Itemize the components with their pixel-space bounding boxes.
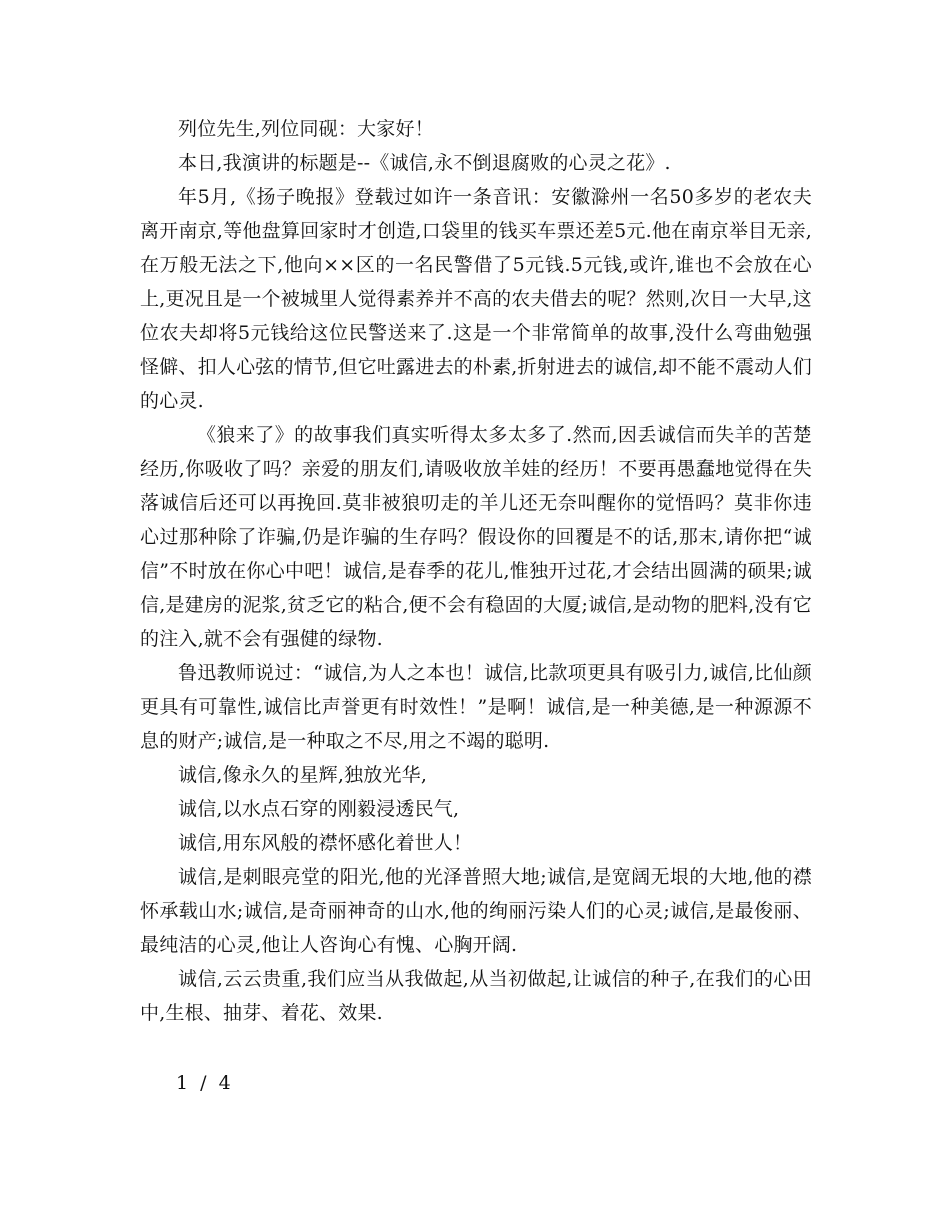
title-paragraph: 本日,我演讲的标题是--《诚信,永不倒退腐败的心灵之花》.	[178, 152, 671, 174]
wolf-story-paragraph: 《狼来了》的故事我们真实听得太多太多了.然而,因丢诚信而失羊的苦楚经历,你吸收了吗？亲爱的朋友们,请吸收放羊娃的经历！不要再愚蠢地觉得在失落诚信后还可以再挽回.莫非被狼叨走的羊儿还无奈叫醒你的觉悟吗？莫非你违心过那种除了诈骗,仍是诈骗的生存吗？假设你的回覆是不的话,那末,请你把“诚信”不时放在你心中吧！诚信,是春季的花儿,惟独开过花,才会结出圆满的硕果;诚信,是建房的泥浆,贫乏它的粘合,便不会有稳固的大厦;诚信,是动物的肥料,没有它的注入,就不会有强健的绿物.	[140, 424, 812, 650]
poem-line-3: 诚信,用东风般的襟怀感化着世人！	[178, 832, 473, 854]
metaphor-paragraph: 诚信,是刺眼亮堂的阳光,他的光泽普照大地;诚信,是宽阔无垠的大地,他的襟怀承载山水;诚信,是奇丽神奇的山水,他的绚丽污染人们的心灵;诚信,是最俊丽、最纯洁的心灵,他让人咨询心有愧、心胸开阔.	[140, 866, 812, 956]
lu-xun-quote-paragraph: 鲁迅教师说过：“诚信,为人之本也！诚信,比款项更具有吸引力,诚信,比仙颜更具有可靠性,诚信比声誉更有时效性！”是啊！诚信,是一种美德,是一种源源不息的财产;诚信,是一种取之不尽,用之不竭的聪明.	[140, 662, 812, 752]
greeting-paragraph: 列位先生,列位同砚：大家好！	[178, 118, 434, 140]
closing-paragraph: 诚信,云云贵重,我们应当从我做起,从当初做起,让诚信的种子,在我们的心田中,生根、抽芽、着花、效果.	[140, 968, 812, 1024]
poem-line-1: 诚信,像永久的星辉,独放光华,	[178, 764, 428, 786]
document-body	[140, 112, 812, 1030]
story-paragraph: 年5月,《扬子晚报》登载过如许一条音讯：安徽滁州一名50多岁的老农夫离开南京,等他盘算回家时才创造,口袋里的钱买车票还差5元.他在南京举目无亲,在万般无法之下,他向××区的一名民警借了5元钱.5元钱,或许,谁也不会放在心上,更况且是一个被城里人觉得素养并不高的农夫借去的呢？然则,次日一大早,这位农夫却将5元钱给这位民警送来了.这是一个非常简单的故事,没什么弯曲勉强怪僻、扣人心弦的情节,但它吐露进去的朴素,折射进去的诚信,却不能不震动人们的心灵.	[140, 186, 812, 412]
page-number: 1 / 4	[176, 1072, 234, 1094]
poem-line-2: 诚信,以水点石穿的刚毅浸透民气,	[178, 798, 460, 820]
